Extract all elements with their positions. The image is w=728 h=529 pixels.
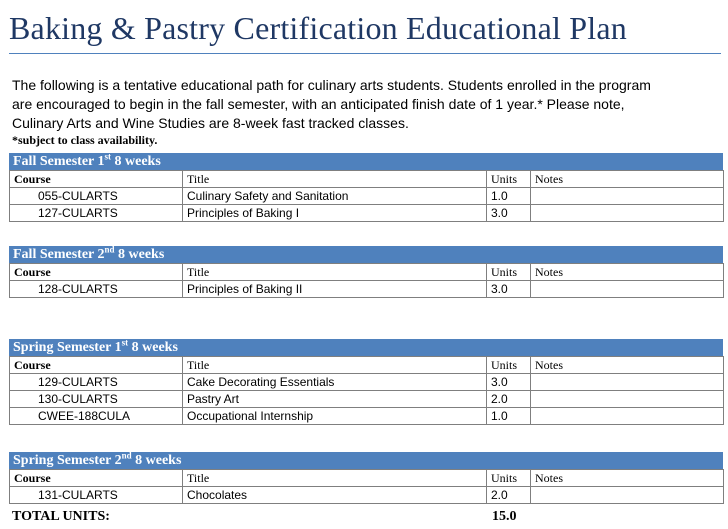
course-units: 1.0 <box>487 188 531 205</box>
course-notes <box>531 391 724 408</box>
intro-line: Culinary Arts and Wine Studies are 8-week fast tracked classes. <box>12 115 409 131</box>
course-title: Occupational Internship <box>183 408 487 425</box>
total-units-value: 15.0 <box>492 509 517 524</box>
course-header: Course <box>10 264 183 281</box>
course-notes <box>531 374 724 391</box>
course-code: 055-CULARTS <box>10 188 183 205</box>
course-title: Cake Decorating Essentials <box>183 374 487 391</box>
total-units-row <box>12 508 728 526</box>
table-header-row <box>10 357 724 374</box>
notes-header: Notes <box>531 470 724 487</box>
course-notes <box>531 188 724 205</box>
section-fall-1 <box>9 153 723 222</box>
notes-header: Notes <box>531 171 724 188</box>
table-row <box>10 391 724 408</box>
course-header: Course <box>10 171 183 188</box>
course-title: Principles of Baking II <box>183 281 487 298</box>
notes-header: Notes <box>531 264 724 281</box>
course-notes <box>531 408 724 425</box>
course-code: 129-CULARTS <box>10 374 183 391</box>
course-title: Pastry Art <box>183 391 487 408</box>
course-table <box>9 263 724 298</box>
page-title: Baking & Pastry Certification Educational Plan <box>9 10 627 46</box>
course-units: 3.0 <box>487 205 531 222</box>
section-spring-1 <box>9 339 723 425</box>
course-header: Course <box>10 357 183 374</box>
section-heading: Spring Semester 1st 8 weeks <box>9 339 723 356</box>
course-units: 3.0 <box>487 374 531 391</box>
course-code: CWEE-188CULA <box>10 408 183 425</box>
title-header: Title <box>183 171 487 188</box>
table-row <box>10 374 724 391</box>
course-title: Chocolates <box>183 487 487 504</box>
section-heading: Fall Semester 1st 8 weeks <box>9 153 723 170</box>
course-table <box>9 469 724 504</box>
course-title: Principles of Baking I <box>183 205 487 222</box>
units-header: Units <box>487 171 531 188</box>
course-units: 2.0 <box>487 391 531 408</box>
intro-line: The following is a tentative educational path for culinary arts students. Students enrolled in the program <box>12 77 651 93</box>
total-units-label: TOTAL UNITS: <box>12 509 110 524</box>
course-code: 127-CULARTS <box>10 205 183 222</box>
section-heading: Fall Semester 2nd 8 weeks <box>9 246 723 263</box>
title-header: Title <box>183 470 487 487</box>
course-units: 2.0 <box>487 487 531 504</box>
course-notes <box>531 487 724 504</box>
notes-header: Notes <box>531 357 724 374</box>
table-header-row <box>10 171 724 188</box>
table-row <box>10 188 724 205</box>
course-code: 130-CULARTS <box>10 391 183 408</box>
course-table <box>9 356 724 425</box>
units-header: Units <box>487 357 531 374</box>
table-row <box>10 487 724 504</box>
course-header: Course <box>10 470 183 487</box>
units-header: Units <box>487 264 531 281</box>
course-units: 1.0 <box>487 408 531 425</box>
availability-note: *subject to class availability. <box>12 133 158 147</box>
course-notes <box>531 281 724 298</box>
table-header-row <box>10 470 724 487</box>
course-table <box>9 170 724 222</box>
course-notes <box>531 205 724 222</box>
table-header-row <box>10 264 724 281</box>
table-row <box>10 408 724 425</box>
section-heading: Spring Semester 2nd 8 weeks <box>9 452 723 469</box>
title-divider <box>9 53 721 54</box>
intro-line: are encouraged to begin in the fall semester, with an anticipated finish date of 1 year.* Please note, <box>12 96 625 112</box>
units-header: Units <box>487 470 531 487</box>
course-code: 131-CULARTS <box>10 487 183 504</box>
table-row <box>10 281 724 298</box>
title-header: Title <box>183 264 487 281</box>
section-fall-2 <box>9 246 723 298</box>
table-row <box>10 205 724 222</box>
course-units: 3.0 <box>487 281 531 298</box>
title-header: Title <box>183 357 487 374</box>
course-code: 128-CULARTS <box>10 281 183 298</box>
section-spring-2 <box>9 452 723 504</box>
intro-paragraph <box>12 76 728 133</box>
course-title: Culinary Safety and Sanitation <box>183 188 487 205</box>
